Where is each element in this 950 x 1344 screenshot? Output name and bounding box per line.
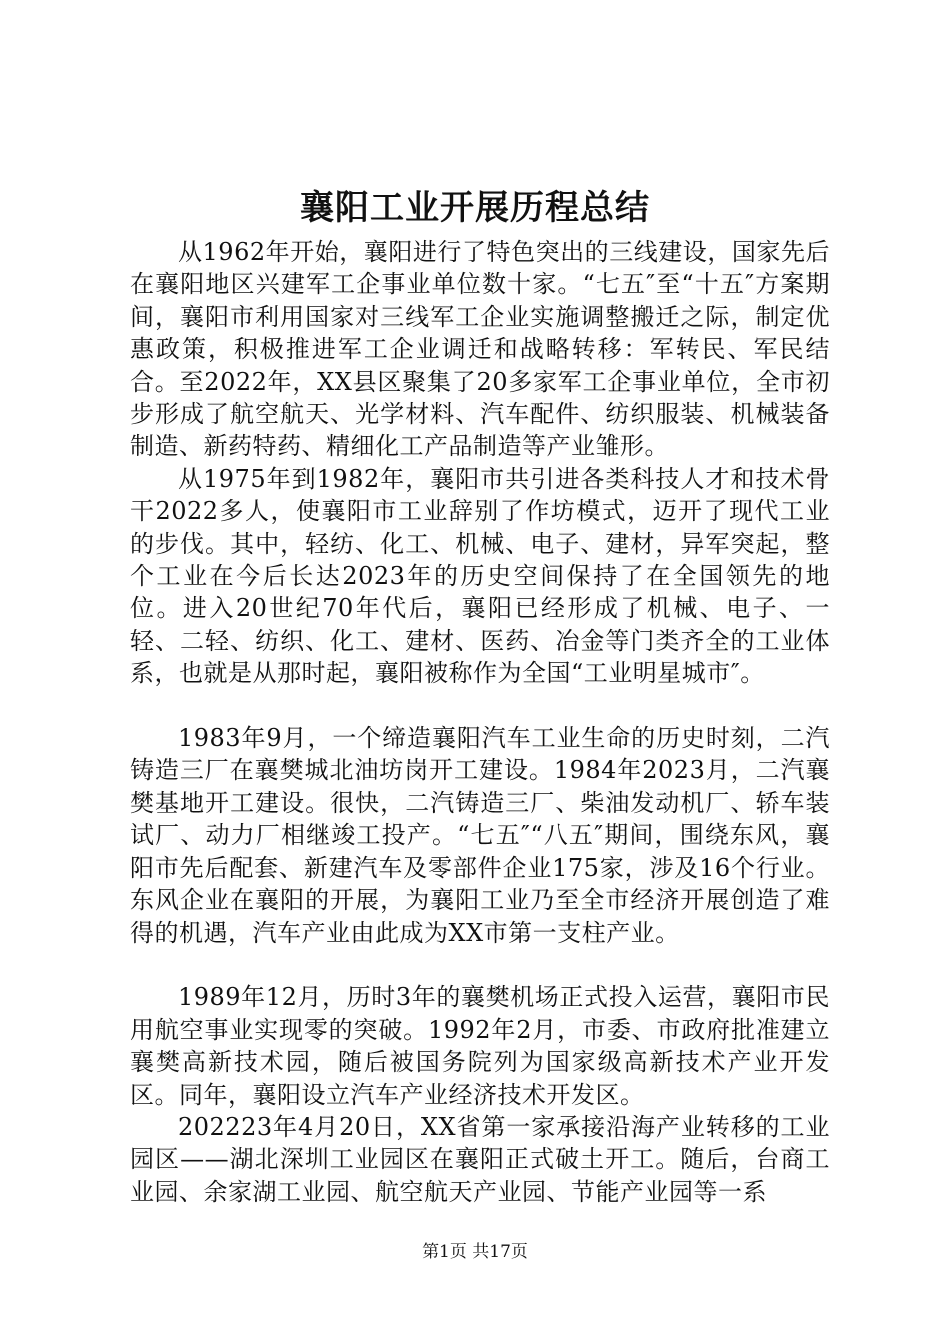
paragraph-3: 1983年9月，一个缔造襄阳汽车工业生命的历史时刻，二汽铸造三厂在襄樊城北油坊岗开工建设。1984年2023月，二汽襄樊基地开工建设。很快，二汽铸造三厂、柴油发动机厂、轿车装试厂、动力厂相继竣工投产。“七五″“八五″期间，围绕东风，襄阳市先后配套、新建汽车及零部件企业175家，涉及16个行业。东风企业在襄阳的开展，为襄阳工业乃至全市经济开展创造了难得的机遇，汽车产业由此成为XX市第一支柱产业。: [130, 724, 830, 947]
paragraph-4: 1989年12月，历时3年的襄樊机场正式投入运营，襄阳市民用航空事业实现零的突破。1992年2月，市委、市政府批准建立襄樊高新技术园，随后被国务院列为国家级高新技术产业开发区。同年，襄阳设立汽车产业经济技术开发区。: [130, 983, 830, 1109]
document-title: 襄阳工业开展历程总结: [300, 188, 650, 228]
paragraph-5: 202223年4月20日，XX省第一家承接沿海产业转移的工业园区——湖北深圳工业园区在襄阳正式破土开工。随后，台商工业园、余家湖工业园、航空航天产业园、节能产业园等一系: [130, 1112, 830, 1206]
paragraph-2: 从1975年到1982年，襄阳市共引进各类科技人才和技术骨干2022多人，使襄阳市工业辞别了作坊模式，迈开了现代工业的步伐。其中，轻纺、化工、机械、电子、建材，异军突起，整个工业在今后长达2023年的历史空间保持了在全国领先的地位。进入20世纪70年代后，襄阳已经形成了机械、电子、一轻、二轻、纺织、化工、建材、医药、冶金等门类齐全的工业体系，也就是从那时起，襄阳被称作为全国“工业明星城市″。: [130, 464, 830, 688]
document-body: [130, 236, 830, 1208]
paragraph-1: 从1962年开始，襄阳进行了特色突出的三线建设，国家先后在襄阳地区兴建军工企事业单位数十家。“七五″至“十五″方案期间，襄阳市利用国家对三线军工企业实施调整搬迁之际，制定优惠政策，积极推进军工企业调迁和战略转移：军转民、军民结合。至2022年，XX县区聚集了20多家军工企事业单位，全市初步形成了航空航天、光学材料、汽车配件、纺织服装、机械装备制造、新药特药、精细化工产品制造等产业雏形。: [130, 238, 830, 461]
page-number-footer: 第1页 共17页: [422, 1242, 528, 1262]
